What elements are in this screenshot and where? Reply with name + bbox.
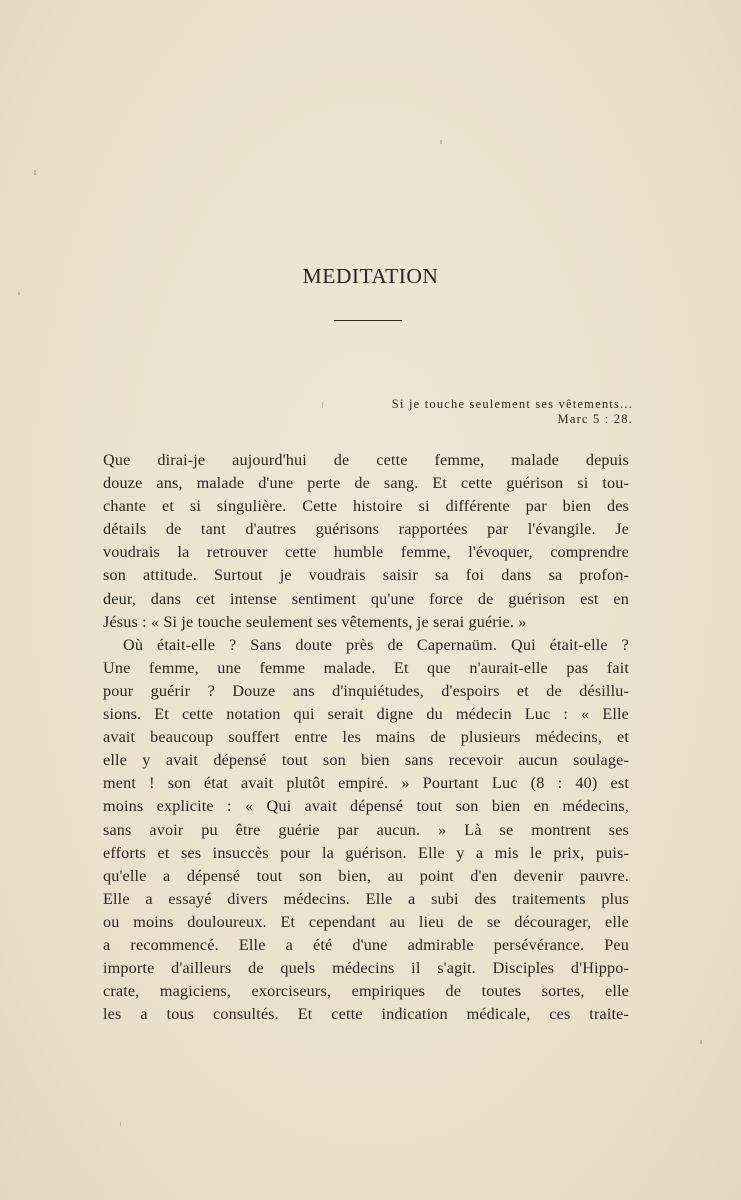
- text-line: elle y avait dépensé tout son bien sans recevoir aucun soulage-: [103, 751, 629, 770]
- paper-speck: [700, 1040, 702, 1044]
- text-line: voudrais la retrouver cette humble femme, l'évoquer, comprendre: [103, 543, 629, 562]
- text-line: avait beaucoup souffert entre les mains de plusieurs médecins, et: [103, 728, 629, 747]
- paper-speck: [440, 140, 442, 144]
- text-line: les a tous consultés. Et cette indication médicale, ces traite-: [103, 1005, 629, 1024]
- epigraph-reference: Marc 5 : 28.: [557, 412, 633, 426]
- text-line: douze ans, malade d'une perte de sang. Et cette guérison si tou-: [103, 474, 629, 493]
- text-line: détails de tant d'autres guérisons rapportées par l'évangile. Je: [103, 520, 629, 539]
- text-line: ou moins douloureux. Et cependant au lieu de se décourager, elle: [103, 912, 629, 931]
- epigraph: [392, 397, 633, 427]
- text-line: Jésus : « Si je touche seulement ses vêtements, je serai guérie. »: [103, 612, 527, 631]
- body-text: [103, 449, 629, 1026]
- text-line: efforts et ses insuccès pour la guérison. Elle y a mis le prix, puis-: [103, 843, 629, 862]
- text-line: Où était-elle ? Sans doute près de Capernaüm. Qui était-elle ?: [123, 635, 629, 654]
- text-line: moins explicite : « Qui avait dépensé tout son bien en médecins,: [103, 797, 629, 816]
- text-line: Que dirai-je aujourd'hui de cette femme, malade depuis: [103, 451, 629, 469]
- text-line: crate, magiciens, exorciseurs, empiriques de toutes sortes, elle: [103, 982, 629, 1001]
- paper-speck: [322, 402, 323, 408]
- paper-speck: [18, 292, 20, 295]
- text-line: a recommencé. Elle a été d'une admirable persévérance. Peu: [103, 935, 629, 954]
- text-line: Elle a essayé divers médecins. Elle a subi des traitements plus: [103, 889, 629, 908]
- text-line: pour guérir ? Douze ans d'inquiétudes, d'espoirs et de désillu-: [103, 681, 629, 700]
- text-line: son attitude. Surtout je voudrais saisir sa foi dans sa profon-: [103, 566, 629, 585]
- text-line: chante et si singulière. Cette histoire si différente par bien des: [103, 497, 629, 516]
- paper-speck: [120, 1122, 121, 1126]
- paper-speck: [34, 170, 36, 175]
- text-line: sions. Et cette notation qui serait digne du médecin Luc : « Elle: [103, 705, 629, 724]
- text-line: qu'elle a dépensé tout son bien, au point d'en devenir pauvre.: [103, 866, 629, 885]
- epigraph-quote: Si je touche seulement ses vêtements...: [391, 397, 633, 411]
- text-line: Une femme, une femme malade. Et que n'aurait-elle pas fait: [103, 658, 629, 677]
- text-line: importe d'ailleurs de quels médecins il s'agit. Disciples d'Hippo-: [103, 959, 629, 978]
- title-divider: [334, 320, 402, 321]
- page-title: MEDITATION: [302, 264, 439, 288]
- text-line: sans avoir pu être guérie par aucun. » Là se montrent ses: [103, 820, 629, 839]
- text-line: deur, dans cet intense sentiment qu'une force de guérison est en: [103, 589, 629, 608]
- text-line: ment ! son état avait plutôt empiré. » Pourtant Luc (8 : 40) est: [103, 774, 629, 793]
